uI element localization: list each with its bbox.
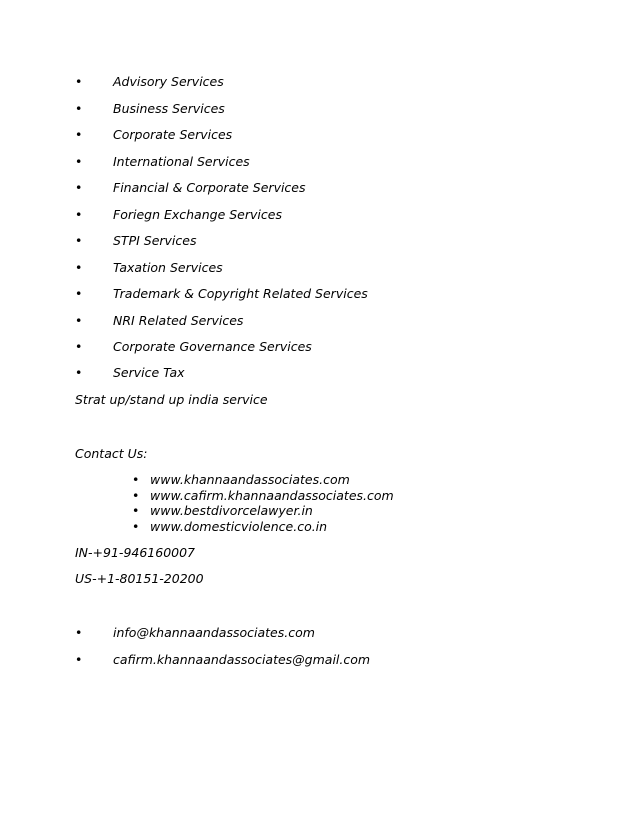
bullet: • [75,260,83,275]
website-link[interactable]: www.bestdivorcelawyer.in [150,503,313,518]
contact-heading: Contact Us: [75,446,148,461]
bullet: • [75,154,83,169]
website-link[interactable]: www.domesticviolence.co.in [150,519,328,534]
bullet: • [75,74,83,89]
bullet: • [75,207,83,222]
bullet: • [75,233,83,248]
service-item: Financial & Corporate Services [113,180,306,195]
bullet: • [75,652,83,667]
bullet: • [75,365,83,380]
list-item [0,180,638,196]
list-item [0,472,638,488]
list-item [0,625,638,641]
service-item: Trademark & Copyright Related Services [113,286,368,301]
list-item [0,154,638,170]
list-item [0,101,638,117]
bullet: • [132,472,140,487]
website-link[interactable]: www.khannaandassociates.com [150,472,350,487]
list-item [0,339,638,355]
service-item: Business Services [113,101,225,116]
service-item: STPI Services [113,233,197,248]
list-item [0,233,638,249]
bullet: • [75,339,83,354]
service-item: Corporate Services [113,127,233,142]
list-item [0,286,638,302]
list-item [0,74,638,90]
service-item: Corporate Governance Services [113,339,312,354]
bullet: • [75,101,83,116]
list-item [0,365,638,381]
list-item [0,207,638,223]
bullet: • [75,286,83,301]
service-item: Advisory Services [113,74,224,89]
list-item [0,652,638,668]
service-item: International Services [113,154,250,169]
website-link[interactable]: www.cafirm.khannaandassociates.com [150,488,394,503]
list-item [0,127,638,143]
startup-line: Strat up/stand up india service [75,392,268,407]
bullet: • [132,519,140,534]
bullet: • [75,313,83,328]
email-link[interactable]: cafirm.khannaandassociates@gmail.com [113,652,371,667]
list-item [0,519,638,535]
phone-us: US-+1-80151-20200 [75,571,204,586]
service-item: Taxation Services [113,260,223,275]
list-item [0,260,638,276]
email-link[interactable]: info@khannaandassociates.com [113,625,315,640]
list-item [0,488,638,504]
service-item: Foriegn Exchange Services [113,207,282,222]
list-item [0,313,638,329]
bullet: • [75,180,83,195]
list-item [0,503,638,519]
service-item: Service Tax [113,365,185,380]
bullet: • [132,503,140,518]
service-item: NRI Related Services [113,313,244,328]
bullet: • [75,625,83,640]
bullet: • [75,127,83,142]
bullet: • [132,488,140,503]
phone-india: IN-+91-946160007 [75,545,196,560]
